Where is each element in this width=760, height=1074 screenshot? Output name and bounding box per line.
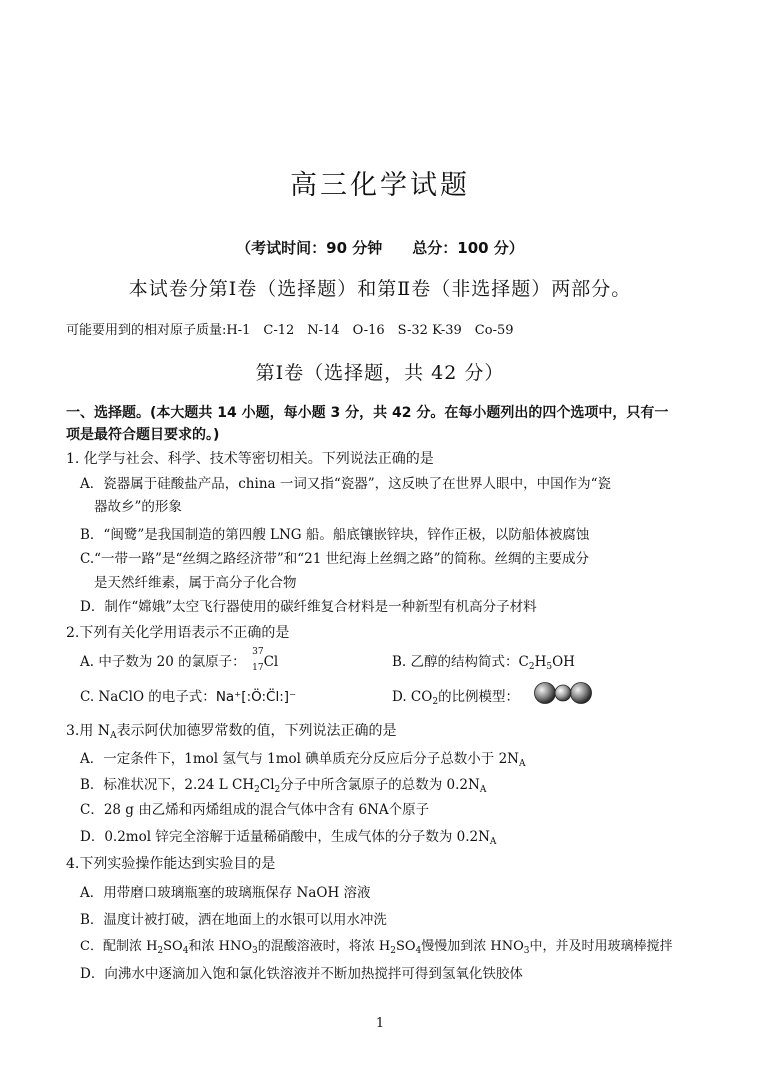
- option-text: 和浓 HNO: [188, 939, 252, 954]
- exam-intro: 本试卷分第Ⅰ卷（选择题）和第Ⅱ卷（非选择题）两部分。: [128, 278, 632, 300]
- formula-subscript: 4: [182, 946, 189, 956]
- stem-part: 3.用 N: [66, 723, 111, 739]
- question-4-option-b: B．温度计被打破，洒在地面上的水银可以用水冲洗: [80, 912, 387, 928]
- formula-subscript: 2: [157, 946, 164, 956]
- question-4-stem: 4.下列实验操作能达到实验目的是: [66, 856, 276, 872]
- oxygen-atom-left: [535, 683, 556, 704]
- question-1-option-d: D．制作“嫦娥”太空飞行器使用的碳纤维复合材料是一种新型有机高分子材料: [80, 599, 537, 615]
- question-2-option-b: [392, 650, 575, 672]
- formula-part: H: [534, 654, 547, 670]
- formula-subscript: A: [479, 785, 487, 795]
- formula-subscript: 2: [390, 946, 396, 956]
- chlorine-nuclide: [246, 647, 264, 673]
- option-text: C．配制浓 H: [80, 939, 158, 954]
- question-4-option-c: [80, 935, 673, 956]
- formula-part: OH: [552, 654, 575, 670]
- question-4-option-a: A．用带磨口玻璃瓶塞的玻璃瓶保存 NaOH 溶液: [80, 885, 371, 901]
- option-text: Cl: [259, 777, 275, 793]
- section-title: 第Ⅰ卷（选择题，共 42 分）: [255, 362, 505, 384]
- formula-subscript: A: [519, 759, 526, 769]
- formula-subscript: 2: [274, 785, 281, 795]
- question-2-option-c: [80, 685, 296, 705]
- formula-subscript: 2: [528, 662, 535, 672]
- option-text: 慢慢加到浓 HNO: [421, 939, 524, 954]
- question-1-stem: 1. 化学与社会、科学、技术等密切相关。下列说法正确的是: [66, 451, 434, 467]
- option-d-text: D. CO: [392, 689, 433, 705]
- question-1-option-c-line-2: 是天然纤维素，属于高分子化合物: [94, 575, 297, 591]
- question-3-option-d: [80, 825, 496, 847]
- question-2-option-d: [392, 685, 519, 707]
- option-text: SO: [395, 939, 416, 954]
- question-2-option-a-label: A. 中子数为 20 的氯原子：: [80, 654, 246, 670]
- option-text: D．0.2mol 锌完全溶解于适量稀硝酸中，生成气体的分子数为 0.2N: [80, 829, 490, 845]
- question-3-stem: [66, 720, 397, 741]
- formula-subscript: A: [110, 731, 117, 741]
- instructions-line-2: 项是最符合题目要求的。): [66, 427, 220, 443]
- option-text: A．一定条件下，1mol 氢气与 1mol 碘单质充分反应后分子总数小于 2N: [80, 751, 519, 767]
- option-text: 中，并及时用玻璃棒搅拌: [529, 939, 673, 954]
- formula-subscript: 4: [415, 946, 422, 956]
- question-1-option-a-line-2: 器故乡”的形象: [94, 499, 182, 515]
- stem-part: 表示阿伏加德罗常数的值，下列说法正确的是: [116, 723, 397, 739]
- question-4-option-d: D．向沸水中逐滴加入饱和氯化铁溶液并不断加热搅拌可得到氢氧化铁胶体: [80, 966, 523, 982]
- question-2-stem: 2.下列有关化学用语表示不正确的是: [66, 625, 290, 641]
- question-1-option-a-line-1: A．瓷器属于硅酸盐产品，china 一词又指“瓷器”，这反映了在世界人眼中，中国作为“瓷: [80, 476, 612, 492]
- formula-subscript: 3: [251, 946, 258, 956]
- option-text: SO: [163, 939, 183, 954]
- option-text: 的混酸溶液时，将浓 H: [257, 939, 391, 954]
- question-2-option-c-label: C. NaClO 的电子式：: [80, 689, 216, 705]
- atomic-masses: 可能要用到的相对原子质量:H-1 C-12 N-14 O-16 S-32 K-39 Co-59: [66, 323, 514, 338]
- atomic-number: 17: [252, 663, 264, 673]
- question-1-option-c-line-1: C.“一带一路”是“丝绸之路经济带”和“21 世纪海上丝绸之路”的简称。丝绸的主要成分: [80, 551, 590, 567]
- option-text: B．标准状况下，2.24 L CH: [80, 777, 255, 793]
- question-3-option-b: [80, 773, 486, 795]
- co2-space-filling-model: [533, 680, 593, 706]
- question-3-option-a: [80, 747, 526, 769]
- mass-number: 37: [252, 647, 264, 657]
- exam-info: （考试时间：90 分钟 总分：100 分）: [236, 239, 524, 257]
- formula-subscript: A: [489, 837, 497, 847]
- formula-subscript: 2: [254, 785, 260, 795]
- formula-subscript: 5: [546, 662, 553, 672]
- option-d-text: 的比例模型：: [438, 689, 520, 705]
- formula-subscript: 3: [523, 946, 530, 956]
- instructions-line-1: 一、选择题。(本大题共 14 小题，每小题 3 分，共 42 分。在每小题列出的四个选项中，只有一: [66, 405, 669, 421]
- question-1-option-b: B．“闽鹭”是我国制造的第四艘 LNG 船。船底镶嵌锌块，锌作正极，以防船体被腐蚀: [80, 527, 590, 543]
- electron-formula: Na⁺[:Ö:C̈l:]⁻: [215, 689, 297, 705]
- question-3-option-c: C．28 g 由乙烯和丙烯组成的混合气体中含有 6NA个原子: [80, 802, 430, 818]
- question-2-option-b-label: B. 乙醇的结构简式：: [392, 654, 519, 670]
- chlorine-symbol: Cl: [263, 654, 279, 670]
- formula-subscript: 2: [432, 697, 439, 707]
- option-text: 分子中所含氯原子的总数为 0.2N: [280, 777, 480, 793]
- page-title: 高三化学试题: [290, 170, 470, 201]
- carbon-atom: [555, 685, 571, 701]
- oxygen-atom-right: [571, 683, 592, 704]
- page-number: 1: [375, 1016, 385, 1031]
- formula-part: C: [518, 654, 529, 670]
- question-2-option-a: [80, 647, 279, 673]
